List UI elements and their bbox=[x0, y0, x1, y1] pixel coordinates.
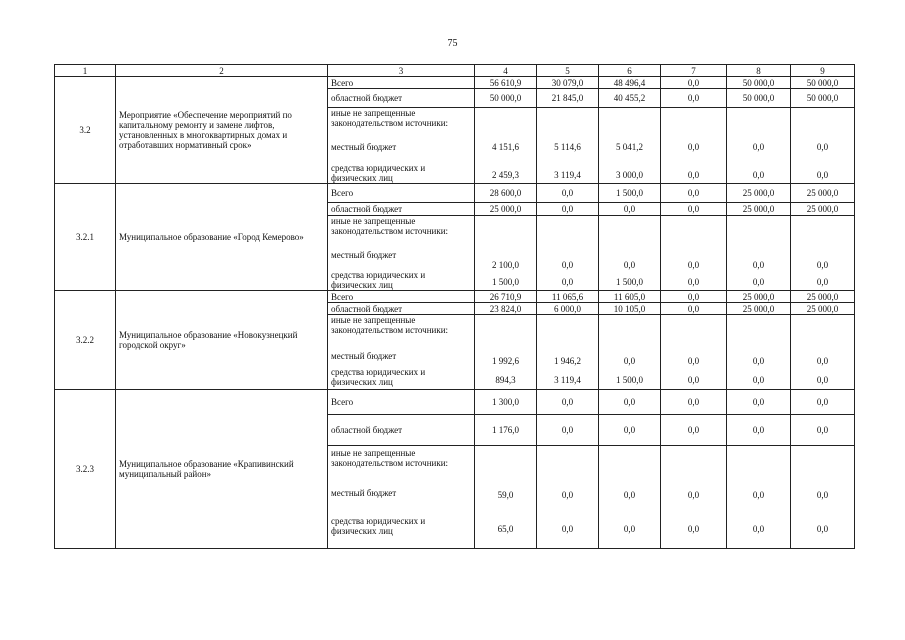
table-row bbox=[55, 77, 855, 89]
value-cell: 0,0 bbox=[661, 184, 727, 203]
source-label: иные не запрещенные законодательством источники: bbox=[331, 216, 449, 236]
value-cell: 0,0 bbox=[599, 415, 661, 446]
value-cell: 0,0 bbox=[599, 203, 661, 216]
header-cell: 6 bbox=[599, 65, 661, 77]
value-cell: 0,0 bbox=[623, 260, 636, 270]
value-cell: 0,0 bbox=[687, 524, 700, 534]
value-cell: 0,0 bbox=[816, 260, 829, 270]
value-cell: 0,0 bbox=[661, 390, 727, 415]
header-cell: 1 bbox=[55, 65, 116, 77]
source-label: местный бюджет bbox=[331, 250, 397, 260]
header-cell: 5 bbox=[537, 65, 599, 77]
source-label: иные не запрещенные законодательством источники: bbox=[331, 315, 449, 335]
table-row bbox=[55, 184, 855, 203]
value-cell: 0,0 bbox=[752, 277, 765, 287]
value-cell: 25 000,0 bbox=[475, 203, 537, 216]
value-group bbox=[599, 108, 661, 184]
value-cell: 50 000,0 bbox=[727, 89, 791, 108]
source-label: средства юридических и физических лиц bbox=[331, 367, 426, 387]
header-cell: 2 bbox=[116, 65, 328, 77]
value-group bbox=[661, 108, 727, 184]
value-group bbox=[537, 315, 599, 390]
source-label: областной бюджет bbox=[328, 415, 475, 446]
value-cell: 0,0 bbox=[623, 524, 636, 534]
budget-table bbox=[54, 64, 855, 549]
section-code: 3.2.3 bbox=[55, 390, 116, 549]
section-name: Мероприятие «Обеспечение мероприятий по капитальному ремонту и замене лифтов, установленных в многоквартирных домах и отработавших нормативный срок» bbox=[116, 77, 328, 184]
value-group bbox=[475, 216, 537, 291]
value-group bbox=[661, 446, 727, 549]
value-cell: 0,0 bbox=[752, 490, 765, 500]
source-label: иные не запрещенные законодательством источники: bbox=[331, 108, 449, 128]
source-cell-group bbox=[328, 108, 475, 184]
value-group bbox=[791, 315, 855, 390]
value-cell: 0,0 bbox=[752, 524, 765, 534]
source-label: средства юридических и физических лиц bbox=[331, 516, 426, 536]
value-group bbox=[475, 108, 537, 184]
value-cell: 0,0 bbox=[561, 490, 574, 500]
value-cell: 25 000,0 bbox=[791, 203, 855, 216]
value-cell: 2 459,3 bbox=[492, 170, 519, 180]
header-cell: 9 bbox=[791, 65, 855, 77]
value-cell: 1 500,0 bbox=[492, 277, 519, 287]
value-cell: 11 605,0 bbox=[599, 291, 661, 303]
header-cell: 8 bbox=[727, 65, 791, 77]
value-cell: 0,0 bbox=[816, 524, 829, 534]
value-group bbox=[661, 216, 727, 291]
value-group bbox=[727, 216, 791, 291]
source-label: местный бюджет bbox=[331, 142, 397, 152]
value-group bbox=[599, 446, 661, 549]
table-row bbox=[55, 390, 855, 415]
value-cell: 1 500,0 bbox=[616, 277, 643, 287]
value-cell: 0,0 bbox=[687, 356, 700, 366]
value-group bbox=[599, 315, 661, 390]
value-cell: 26 710,9 bbox=[475, 291, 537, 303]
value-cell: 50 000,0 bbox=[475, 89, 537, 108]
value-cell: 28 600,0 bbox=[475, 184, 537, 203]
value-cell: 25 000,0 bbox=[727, 303, 791, 315]
source-label: местный бюджет bbox=[331, 488, 397, 498]
value-cell: 0,0 bbox=[561, 524, 574, 534]
source-label: Всего bbox=[328, 184, 475, 203]
value-group bbox=[537, 446, 599, 549]
value-cell: 59,0 bbox=[497, 490, 514, 500]
value-cell: 65,0 bbox=[497, 524, 514, 534]
value-cell: 0,0 bbox=[816, 375, 829, 385]
value-cell: 5 114,6 bbox=[554, 142, 581, 152]
value-cell: 0,0 bbox=[687, 142, 700, 152]
header-row bbox=[55, 65, 855, 77]
section-code: 3.2.1 bbox=[55, 184, 116, 291]
value-group bbox=[475, 315, 537, 390]
header-cell: 4 bbox=[475, 65, 537, 77]
value-cell: 25 000,0 bbox=[791, 291, 855, 303]
value-cell: 0,0 bbox=[816, 490, 829, 500]
value-cell: 40 455,2 bbox=[599, 89, 661, 108]
value-cell: 0,0 bbox=[752, 260, 765, 270]
value-cell: 25 000,0 bbox=[727, 184, 791, 203]
source-label: средства юридических и физических лиц bbox=[331, 270, 426, 290]
value-cell: 0,0 bbox=[537, 390, 599, 415]
source-cell-group bbox=[328, 216, 475, 291]
value-group bbox=[727, 446, 791, 549]
value-cell: 0,0 bbox=[537, 184, 599, 203]
value-cell: 50 000,0 bbox=[791, 89, 855, 108]
source-label: областной бюджет bbox=[328, 303, 475, 315]
value-cell: 0,0 bbox=[599, 390, 661, 415]
value-cell: 11 065,6 bbox=[537, 291, 599, 303]
value-group bbox=[791, 216, 855, 291]
value-cell: 4 151,6 bbox=[492, 142, 519, 152]
value-cell: 48 496,4 bbox=[599, 77, 661, 89]
value-cell: 3 000,0 bbox=[616, 170, 643, 180]
section-code: 3.2 bbox=[55, 77, 116, 184]
value-cell: 0,0 bbox=[816, 277, 829, 287]
value-cell: 25 000,0 bbox=[791, 184, 855, 203]
value-cell: 0,0 bbox=[623, 356, 636, 366]
value-group bbox=[791, 446, 855, 549]
source-cell-group bbox=[328, 446, 475, 549]
value-cell: 0,0 bbox=[816, 356, 829, 366]
value-cell: 56 610,9 bbox=[475, 77, 537, 89]
value-cell: 0,0 bbox=[661, 415, 727, 446]
value-cell: 0,0 bbox=[727, 415, 791, 446]
value-cell: 0,0 bbox=[687, 170, 700, 180]
value-cell: 0,0 bbox=[537, 203, 599, 216]
table-row bbox=[55, 291, 855, 303]
value-cell: 23 824,0 bbox=[475, 303, 537, 315]
value-cell: 3 119,4 bbox=[554, 170, 581, 180]
page-number: 75 bbox=[447, 38, 458, 49]
value-cell: 1 176,0 bbox=[475, 415, 537, 446]
value-cell: 0,0 bbox=[752, 356, 765, 366]
value-cell: 6 000,0 bbox=[537, 303, 599, 315]
value-cell: 0,0 bbox=[791, 390, 855, 415]
value-cell: 0,0 bbox=[816, 142, 829, 152]
value-cell: 0,0 bbox=[727, 390, 791, 415]
value-cell: 0,0 bbox=[791, 415, 855, 446]
value-cell: 0,0 bbox=[661, 291, 727, 303]
value-group bbox=[727, 108, 791, 184]
source-label: средства юридических и физических лиц bbox=[331, 163, 426, 183]
value-cell: 2 100,0 bbox=[492, 260, 519, 270]
value-cell: 1 992,6 bbox=[492, 356, 519, 366]
value-group bbox=[599, 216, 661, 291]
source-label: местный бюджет bbox=[331, 351, 397, 361]
value-cell: 25 000,0 bbox=[791, 303, 855, 315]
value-cell: 0,0 bbox=[661, 89, 727, 108]
value-cell: 50 000,0 bbox=[727, 77, 791, 89]
value-cell: 0,0 bbox=[816, 170, 829, 180]
value-cell: 0,0 bbox=[623, 490, 636, 500]
value-cell: 0,0 bbox=[561, 277, 574, 287]
value-cell: 0,0 bbox=[752, 170, 765, 180]
value-cell: 0,0 bbox=[661, 77, 727, 89]
value-cell: 1 500,0 bbox=[616, 375, 643, 385]
section-name: Муниципальное образование «Город Кемерово» bbox=[116, 184, 328, 291]
value-cell: 0,0 bbox=[687, 260, 700, 270]
value-cell: 0,0 bbox=[687, 375, 700, 385]
value-cell: 0,0 bbox=[687, 277, 700, 287]
value-cell: 5 041,2 bbox=[616, 142, 643, 152]
section-name: Муниципальное образование «Новокузнецкий городской округ» bbox=[116, 291, 328, 390]
source-label: областной бюджет bbox=[328, 89, 475, 108]
value-group bbox=[537, 216, 599, 291]
section-code: 3.2.2 bbox=[55, 291, 116, 390]
value-cell: 0,0 bbox=[752, 142, 765, 152]
source-label: Всего bbox=[328, 390, 475, 415]
source-label: областной бюджет bbox=[328, 203, 475, 216]
value-cell: 10 105,0 bbox=[599, 303, 661, 315]
value-cell: 0,0 bbox=[661, 303, 727, 315]
value-cell: 21 845,0 bbox=[537, 89, 599, 108]
source-label: Всего bbox=[328, 291, 475, 303]
value-cell: 0,0 bbox=[661, 203, 727, 216]
value-cell: 0,0 bbox=[752, 375, 765, 385]
value-group bbox=[537, 108, 599, 184]
value-cell: 1 500,0 bbox=[599, 184, 661, 203]
value-cell: 50 000,0 bbox=[791, 77, 855, 89]
value-cell: 0,0 bbox=[687, 490, 700, 500]
value-cell: 0,0 bbox=[537, 415, 599, 446]
value-cell: 25 000,0 bbox=[727, 291, 791, 303]
value-cell: 1 946,2 bbox=[554, 356, 581, 366]
value-cell: 1 300,0 bbox=[475, 390, 537, 415]
header-cell: 7 bbox=[661, 65, 727, 77]
value-group bbox=[661, 315, 727, 390]
value-cell: 894,3 bbox=[495, 375, 516, 385]
value-cell: 3 119,4 bbox=[554, 375, 581, 385]
header-cell: 3 bbox=[328, 65, 475, 77]
value-cell: 0,0 bbox=[561, 260, 574, 270]
value-group bbox=[475, 446, 537, 549]
source-label: иные не запрещенные законодательством источники: bbox=[331, 448, 449, 468]
value-group bbox=[791, 108, 855, 184]
value-group bbox=[727, 315, 791, 390]
source-cell-group bbox=[328, 315, 475, 390]
value-cell: 25 000,0 bbox=[727, 203, 791, 216]
value-cell: 30 079,0 bbox=[537, 77, 599, 89]
section-name: Муниципальное образование «Крапивинский муниципальный район» bbox=[116, 390, 328, 549]
source-label: Всего bbox=[328, 77, 475, 89]
